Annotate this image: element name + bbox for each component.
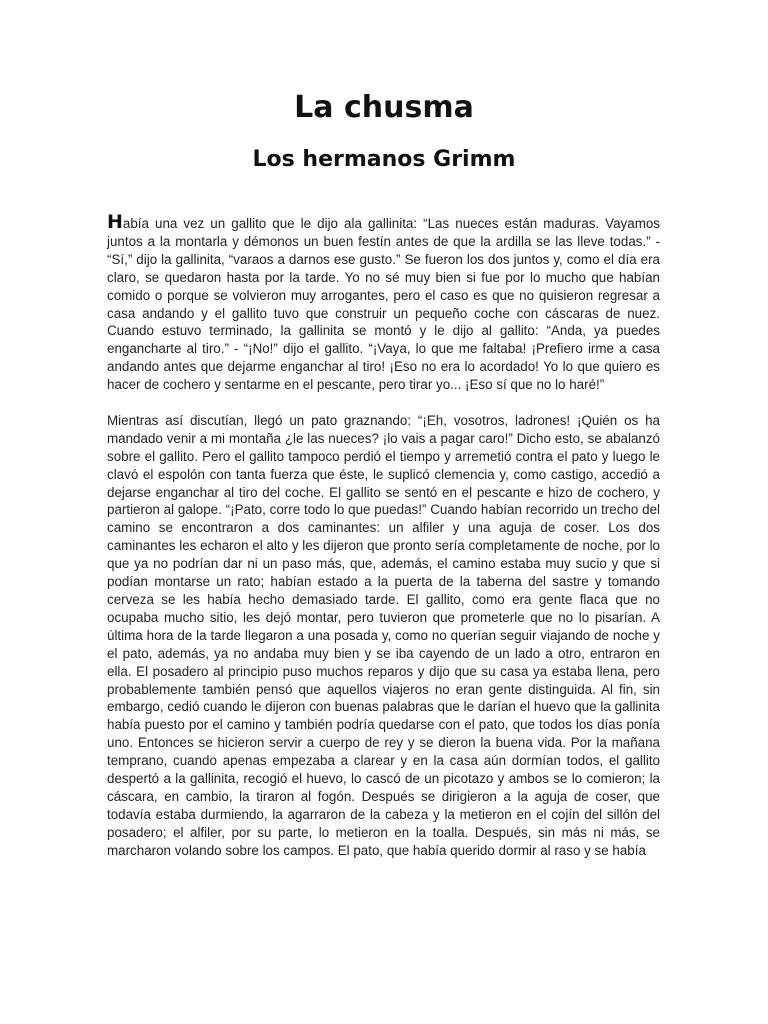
- paragraph-1: [107, 211, 660, 394]
- paragraph-2: Mientras así discutían, llegó un pato graznando: “¡Eh, vosotros, ladrones! ¡Quién os ha mandado venir a mi montaña ¿le las nueces? ¡lo vais a pagar caro!” Dicho esto, se abalanzó sobre el gallito. Pero el gallito tampoco perdió el tiempo y arremetió contra el pato y luego le clavó el espolón con tanta fuerza que éste, le suplicó clemencia y, como castigo, accedió a dejarse enganchar al tiro del coche. El gallito se sentó en el pescante e hizo de cochero, y partieron al galope. “¡Pato, corre todo lo que puedas!” Cuando habían recorrido un trecho del camino se encontraron a dos caminantes: un alfiler y una aguja de coser. Los dos caminantes les echaron el alto y les dijeron que pronto sería completamente de noche, por lo que ya no podrían dar ni un paso más, que, además, el camino estaba muy sucio y que si podían montarse un rato; habían estado a la puerta de la taberna del sastre y tomando cerveza se les había hecho demasiado tarde. El gallito, como era gente flaca que no ocupaba mucho sitio, les dejó montar, pero tuvieron que prometerle que no lo pisarían. A última hora de la tarde llegaron a una posada y, como no querían seguir viajando de noche y el pato, además, ya no andaba muy bien y se iba cayendo de un lado a otro, entraron en ella. El posadero al principio puso muchos reparos y dijo que su casa ya estaba llena, pero probablemente también pensó que aquellos viajeros no eran gente distinguida. Al fin, sin embargo, cedió cuando le dijeron con buenas palabras que le darían el huevo que la gallinita había puesto por el camino y también podría quedarse con el pato, que todos los días ponía uno. Entonces se hicieron servir a cuerpo de rey y se dieron la buena vida. Por la mañana temprano, cuando apenas empezaba a clarear y en la casa aún dormían todos, el gallito despertó a la gallinita, recogió el huevo, lo cascó de un picotazo y ambos se lo comieron; la cáscara, en cambio, la tiraron al fogón. Después se dirigieron a la aguja de coser, que todavía estaba durmiendo, la agarraron de la cabeza y la metieron en el cojín del sillón del posadero; el alfiler, por su parte, lo metieron en la toalla. Después, sin más ni más, se marcharon volando sobre los campos. El pato, que había querido dormir al raso y se había: [107, 412, 660, 858]
- drop-cap: H: [107, 211, 123, 233]
- paragraph-1-text: abía una vez un gallito que le dijo ala gallinita: “Las nueces están maduras. Vayamos juntos a la montarla y démonos un buen festín antes de que la ardilla se las lleve todas.” - “Sí,” dijo la gallinita, “varaos a darnos ese gusto.” Se fueron los dos juntos y, como el día era claro, se quedaron hasta por la tarde. Yo no sé muy bien si fue por lo mucho que habían comido o porque se volvieron muy arrogantes, pero el caso es que no quisieron regresar a casa andando y el gallito tuvo que construir un pequeño coche con cáscaras de nuez. Cuando estuvo terminado, la gallinita se montó y le dijo al gallito: “Anda, ya puedes engancharte al tiro.” - “¡No!” dijo el gallito. “¡Vaya, lo que me faltaba! ¡Prefiero irme a casa andando antes que dejarme enganchar al tiro! ¡Eso no era lo acordado! Yo lo que quiero es hacer de cochero y sentarme en el pescante, pero tirar yo... ¡Eso sí que no lo haré!”: [107, 216, 660, 393]
- document-title: La chusma: [294, 90, 474, 125]
- document-author: Los hermanos Grimm: [252, 147, 516, 172]
- document-body: [107, 211, 660, 878]
